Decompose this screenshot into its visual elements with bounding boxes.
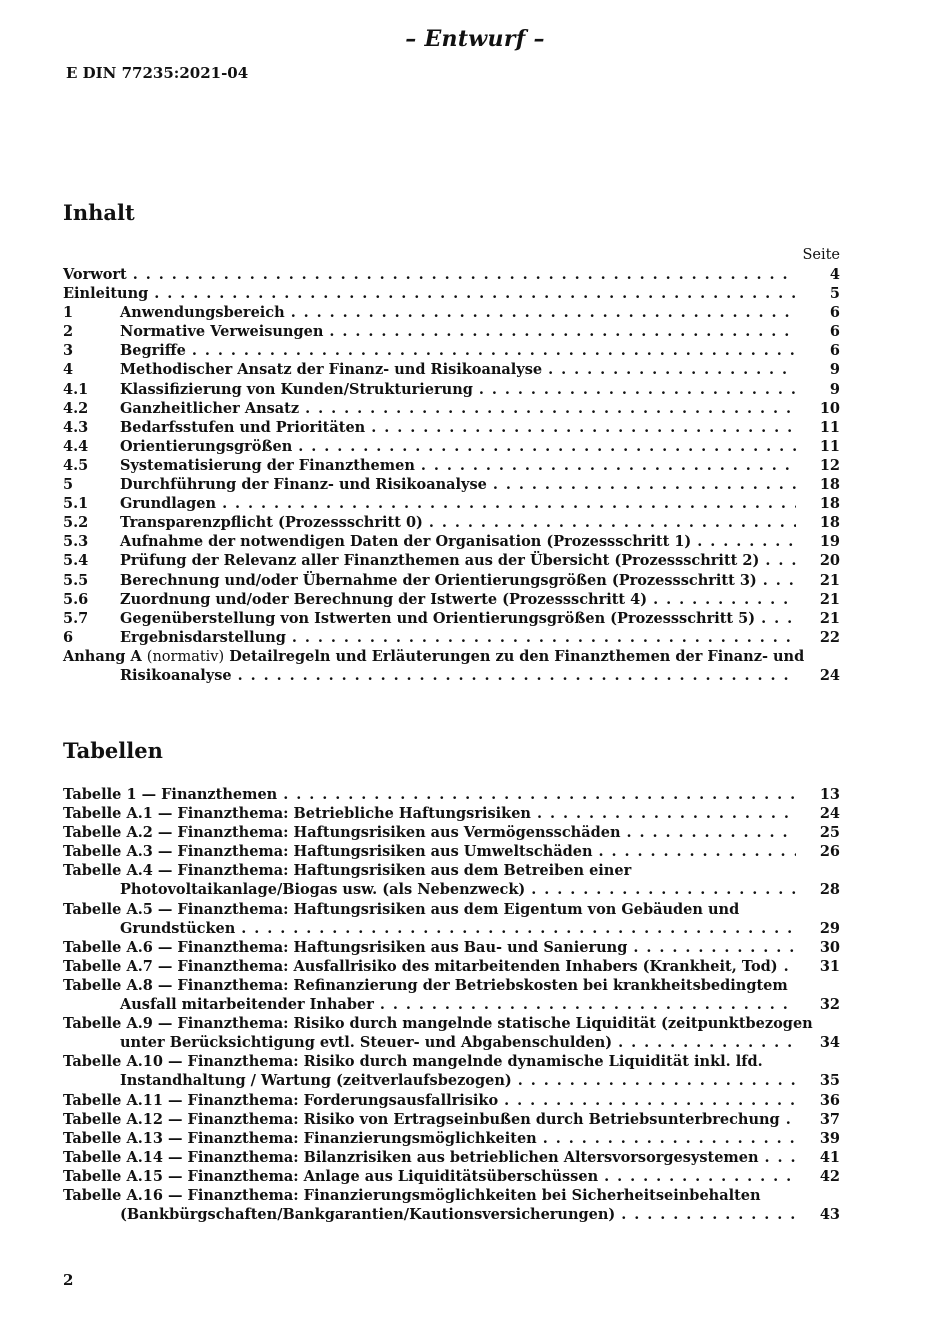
- toc-entry-title: Zuordnung und/oder Berechnung der Istwerte (Prozessschritt 4): [120, 590, 653, 609]
- toc-entry[interactable]: [63, 590, 840, 609]
- dot-leader: [621, 1205, 796, 1224]
- dot-leader: [371, 418, 796, 437]
- toc-entry-page: 43: [819, 1206, 840, 1224]
- toc-entry[interactable]: [63, 880, 840, 899]
- dot-leader: [653, 590, 796, 609]
- toc-entry[interactable]: [63, 647, 840, 666]
- dot-leader: [697, 532, 796, 551]
- toc-entry[interactable]: [63, 322, 840, 341]
- toc-entry-page: 19: [819, 533, 840, 551]
- dot-leader: [493, 475, 796, 494]
- toc-entry-title: Tabelle A.14 — Finanzthema: Bilanzrisiken aus betrieblichen Altersvorsorgesystemen: [63, 1148, 765, 1167]
- toc-entry-title: Tabelle A.6 — Finanzthema: Haftungsrisiken aus Bau- und Sanierung: [63, 938, 633, 957]
- dot-leader: [618, 1033, 796, 1052]
- dot-leader: [548, 360, 796, 379]
- toc-entry[interactable]: [63, 666, 840, 685]
- dot-leader: [765, 551, 796, 570]
- toc-entry-title: Photovoltaikanlage/Biogas usw. (als Nebenzweck): [120, 880, 531, 899]
- toc-entry-title: Orientierungsgrößen: [120, 437, 298, 456]
- toc-entry[interactable]: [63, 1071, 840, 1090]
- dot-leader: [192, 341, 796, 360]
- dot-leader: [604, 1167, 796, 1186]
- dot-leader: [380, 995, 796, 1014]
- dot-leader: [283, 785, 796, 804]
- toc-entry-number: 3: [63, 342, 74, 360]
- toc-entry[interactable]: [63, 1148, 840, 1167]
- toc-entry-page: 12: [819, 456, 840, 474]
- toc-entry-number: 5.3: [63, 533, 89, 551]
- toc-entry-number: 4.5: [63, 456, 89, 474]
- toc-entry[interactable]: [63, 823, 840, 842]
- dot-leader: [763, 571, 796, 590]
- toc-entry[interactable]: [63, 437, 840, 456]
- dot-leader: [765, 1148, 796, 1167]
- toc-entry-title: Grundlagen: [120, 494, 222, 513]
- toc-entry-title: Tabelle A.12 — Finanzthema: Risiko von Ertragseinbußen durch Betriebsunterbrechung: [63, 1110, 786, 1129]
- dot-leader: [504, 1091, 796, 1110]
- toc-entry-title: Vorwort: [63, 265, 133, 284]
- toc-entry-title: Prüfung der Relevanz aller Finanzthemen aus der Übersicht (Prozessschritt 2): [120, 551, 765, 570]
- dot-leader: [627, 823, 796, 842]
- toc-entry-number: 5.4: [63, 552, 89, 570]
- toc-entry[interactable]: [63, 1186, 840, 1205]
- toc-entry-title: Tabelle A.8 — Finanzthema: Refinanzierung der Betriebskosten bei krankheitsbedingtem: [63, 976, 788, 994]
- toc-entry-number: 5.1: [63, 495, 89, 513]
- toc-entry-title: Tabelle A.3 — Finanzthema: Haftungsrisiken aus Umweltschäden: [63, 842, 599, 861]
- dot-leader: [154, 284, 796, 303]
- toc-entry-number: 5.2: [63, 514, 89, 532]
- toc-entry-title: Tabelle 1 — Finanzthemen: [63, 785, 283, 804]
- toc-entry-title: [63, 647, 804, 667]
- toc-entry[interactable]: [63, 976, 840, 995]
- dot-leader: [421, 456, 796, 475]
- toc-entry-title: Tabelle A.9 — Finanzthema: Risiko durch mangelnde statische Liquidität (zeitpunktbezogen: [63, 1015, 813, 1033]
- toc-entry-page: 11: [819, 418, 840, 436]
- toc-entry[interactable]: [63, 785, 840, 804]
- toc-entry-title: Tabelle A.15 — Finanzthema: Anlage aus Liquiditätsüberschüssen: [63, 1167, 604, 1186]
- page-number: 2: [63, 1271, 74, 1289]
- dot-leader: [298, 437, 796, 456]
- toc-entry[interactable]: [63, 494, 840, 513]
- dot-leader: [292, 628, 796, 647]
- toc-entry[interactable]: [63, 341, 840, 360]
- dot-leader: [429, 513, 796, 532]
- toc-entry[interactable]: [63, 265, 840, 284]
- toc-entry-page: 36: [819, 1091, 840, 1109]
- toc-entry-page: 6: [829, 342, 840, 360]
- toc-entry[interactable]: [63, 532, 840, 551]
- toc-entry-number: 4.2: [63, 399, 89, 417]
- dot-leader: [518, 1071, 796, 1090]
- toc-entry[interactable]: [63, 456, 840, 475]
- toc-entry[interactable]: [63, 475, 840, 494]
- toc-entry-number: 2: [63, 323, 74, 341]
- toc-entry-title: Ganzheitlicher Ansatz: [120, 399, 305, 418]
- toc-entry-title: Ausfall mitarbeitender Inhaber: [120, 995, 380, 1014]
- dot-leader: [786, 1110, 796, 1129]
- toc-entry-title: Gegenüberstellung von Istwerten und Orientierungsgrößen (Prozessschritt 5): [120, 609, 761, 628]
- annex-label: Anhang A: [63, 647, 142, 665]
- toc-entry[interactable]: [63, 513, 840, 532]
- toc-entry-title: Bedarfsstufen und Prioritäten: [120, 418, 371, 437]
- toc-entry-title: Tabelle A.5 — Finanzthema: Haftungsrisiken aus dem Eigentum von Gebäuden und: [63, 900, 740, 918]
- toc-entry-page: 22: [819, 628, 840, 646]
- contents-list: [63, 265, 840, 685]
- toc-entry-page: 29: [819, 919, 840, 937]
- toc-entry-title: Berechnung und/oder Übernahme der Orientierungsgrößen (Prozessschritt 3): [120, 571, 763, 590]
- toc-entry[interactable]: [63, 938, 840, 957]
- toc-entry[interactable]: [63, 995, 840, 1014]
- toc-entry-page: 20: [819, 552, 840, 570]
- toc-entry-page: 4: [829, 266, 840, 283]
- toc-entry-title: Normative Verweisungen: [120, 322, 329, 341]
- dot-leader: [305, 399, 796, 418]
- toc-entry[interactable]: [63, 1014, 840, 1033]
- toc-entry-title: Tabelle A.4 — Finanzthema: Haftungsrisiken aus dem Betreiben einer: [63, 862, 632, 880]
- toc-entry-number: 1: [63, 304, 74, 322]
- toc-entry-title: Transparenzpflicht (Prozessschritt 0): [120, 513, 429, 532]
- toc-entry-title: Tabelle A.16 — Finanzthema: Finanzierungsmöglichkeiten bei Sicherheitseinbehalten: [63, 1186, 761, 1204]
- toc-entry-page: 11: [819, 437, 840, 455]
- toc-entry-number: 5.5: [63, 571, 89, 589]
- toc-entry-page: 35: [819, 1072, 840, 1090]
- toc-entry[interactable]: [63, 919, 840, 938]
- dot-leader: [479, 380, 796, 399]
- toc-entry-title: unter Berücksichtigung evtl. Steuer- und Abgabenschulden): [120, 1033, 618, 1052]
- dot-leader: [329, 322, 796, 341]
- toc-entry-number: 4.1: [63, 380, 89, 398]
- toc-entry[interactable]: [63, 900, 840, 919]
- toc-entry-page: 34: [819, 1034, 840, 1052]
- toc-entry[interactable]: [63, 551, 840, 570]
- toc-entry-page: 30: [819, 938, 840, 956]
- toc-entry-title: Tabelle A.7 — Finanzthema: Ausfallrisiko des mitarbeitenden Inhabers (Krankheit, Tod): [63, 957, 784, 976]
- toc-entry[interactable]: [63, 1167, 840, 1186]
- toc-entry[interactable]: [63, 1052, 840, 1071]
- document-number: E DIN 77235:2021-04: [66, 64, 249, 82]
- toc-entry-title: Grundstücken: [120, 919, 241, 938]
- toc-entry-page: 41: [819, 1148, 840, 1166]
- dot-leader: [241, 919, 796, 938]
- contents-heading: Inhalt: [63, 200, 135, 225]
- toc-entry[interactable]: [63, 380, 840, 399]
- toc-entry-page: 28: [819, 881, 840, 899]
- toc-entry-title: Anwendungsbereich: [120, 303, 291, 322]
- toc-entry-page: 18: [819, 495, 840, 513]
- toc-entry-page: 25: [819, 824, 840, 842]
- toc-entry[interactable]: [63, 609, 840, 628]
- toc-entry-page: 13: [819, 786, 840, 803]
- annex-kind: (normativ): [146, 648, 225, 665]
- dot-leader: [537, 804, 796, 823]
- toc-entry-title: Risikoanalyse: [120, 666, 238, 685]
- toc-entry-title: Ergebnisdarstellung: [120, 628, 292, 647]
- toc-entry-number: 5.7: [63, 609, 89, 627]
- toc-entry-number: 5: [63, 476, 74, 494]
- toc-entry-number: 6: [63, 628, 74, 646]
- toc-entry-page: 37: [819, 1110, 840, 1128]
- toc-entry[interactable]: [63, 399, 840, 418]
- annex-title-line1: Detailregeln und Erläuterungen zu den Finanzthemen der Finanz- und: [229, 647, 805, 665]
- toc-entry-page: 10: [819, 399, 840, 417]
- toc-entry[interactable]: [63, 571, 840, 590]
- toc-entry-page: 9: [829, 380, 840, 398]
- dot-leader: [531, 880, 796, 899]
- dot-leader: [238, 666, 796, 685]
- toc-entry-title: Klassifizierung von Kunden/Strukturierung: [120, 380, 479, 399]
- dot-leader: [784, 957, 796, 976]
- toc-entry[interactable]: [63, 1129, 840, 1148]
- toc-entry[interactable]: [63, 957, 840, 976]
- toc-entry-page: 18: [819, 476, 840, 494]
- toc-entry-page: 42: [819, 1167, 840, 1185]
- toc-entry-title: Systematisierung der Finanzthemen: [120, 456, 421, 475]
- toc-entry[interactable]: [63, 284, 840, 303]
- toc-entry-title: Begriffe: [120, 341, 192, 360]
- dot-leader: [761, 609, 796, 628]
- toc-entry-title: Tabelle A.2 — Finanzthema: Haftungsrisiken aus Vermögensschäden: [63, 823, 627, 842]
- toc-entry[interactable]: [63, 303, 840, 322]
- toc-entry-page: 31: [819, 957, 840, 975]
- dot-leader: [599, 842, 796, 861]
- toc-entry[interactable]: [63, 842, 840, 861]
- toc-entry-page: 24: [819, 805, 840, 823]
- toc-entry[interactable]: [63, 1091, 840, 1110]
- toc-entry-page: 26: [819, 843, 840, 861]
- toc-entry-number: 5.6: [63, 590, 89, 608]
- toc-entry-page: 18: [819, 514, 840, 532]
- toc-entry[interactable]: [63, 804, 840, 823]
- tables-heading: Tabellen: [63, 738, 163, 763]
- toc-entry-page: 39: [819, 1129, 840, 1147]
- toc-entry[interactable]: [63, 861, 840, 880]
- toc-entry-title: Tabelle A.1 — Finanzthema: Betriebliche Haftungsrisiken: [63, 804, 537, 823]
- toc-entry[interactable]: [63, 1033, 840, 1052]
- toc-entry-title: Aufnahme der notwendigen Daten der Organisation (Prozessschritt 1): [120, 532, 697, 551]
- toc-entry-page: 6: [829, 323, 840, 341]
- toc-entry-page: 21: [819, 590, 840, 608]
- toc-entry-title: Tabelle A.10 — Finanzthema: Risiko durch mangelnde dynamische Liquidität inkl. lfd.: [63, 1053, 763, 1071]
- toc-entry[interactable]: [63, 1205, 840, 1224]
- tables-list: [63, 785, 840, 1224]
- toc-entry-page: 24: [819, 666, 840, 684]
- toc-entry-page: 21: [819, 609, 840, 627]
- toc-entry-number: 4: [63, 361, 74, 379]
- page-column-label: Seite: [802, 247, 840, 263]
- toc-entry[interactable]: [63, 360, 840, 379]
- draft-label: – Entwurf –: [405, 26, 545, 52]
- toc-entry-page: 5: [829, 285, 840, 303]
- toc-entry-number: 4.3: [63, 418, 89, 436]
- toc-entry-page: 32: [819, 996, 840, 1014]
- toc-entry-title: Instandhaltung / Wartung (zeitverlaufsbezogen): [120, 1071, 518, 1090]
- dot-leader: [633, 938, 796, 957]
- toc-entry-page: 6: [829, 304, 840, 322]
- toc-entry[interactable]: [63, 418, 840, 437]
- toc-entry-page: 21: [819, 571, 840, 589]
- toc-entry-title: Einleitung: [63, 284, 154, 303]
- toc-entry-page: 9: [829, 361, 840, 379]
- dot-leader: [222, 494, 796, 513]
- toc-entry-title: Methodischer Ansatz der Finanz- und Risikoanalyse: [120, 360, 548, 379]
- toc-entry-number: 4.4: [63, 437, 89, 455]
- dot-leader: [543, 1129, 796, 1148]
- dot-leader: [291, 303, 796, 322]
- toc-entry-title: Durchführung der Finanz- und Risikoanalyse: [120, 475, 493, 494]
- toc-entry-title: Tabelle A.11 — Finanzthema: Forderungsausfallrisiko: [63, 1091, 504, 1110]
- toc-entry[interactable]: [63, 628, 840, 647]
- toc-entry[interactable]: [63, 1110, 840, 1129]
- toc-entry-title: (Bankbürgschaften/Bankgarantien/Kautionsversicherungen): [120, 1205, 621, 1224]
- dot-leader: [133, 265, 796, 284]
- toc-entry-title: Tabelle A.13 — Finanzthema: Finanzierungsmöglichkeiten: [63, 1129, 543, 1148]
